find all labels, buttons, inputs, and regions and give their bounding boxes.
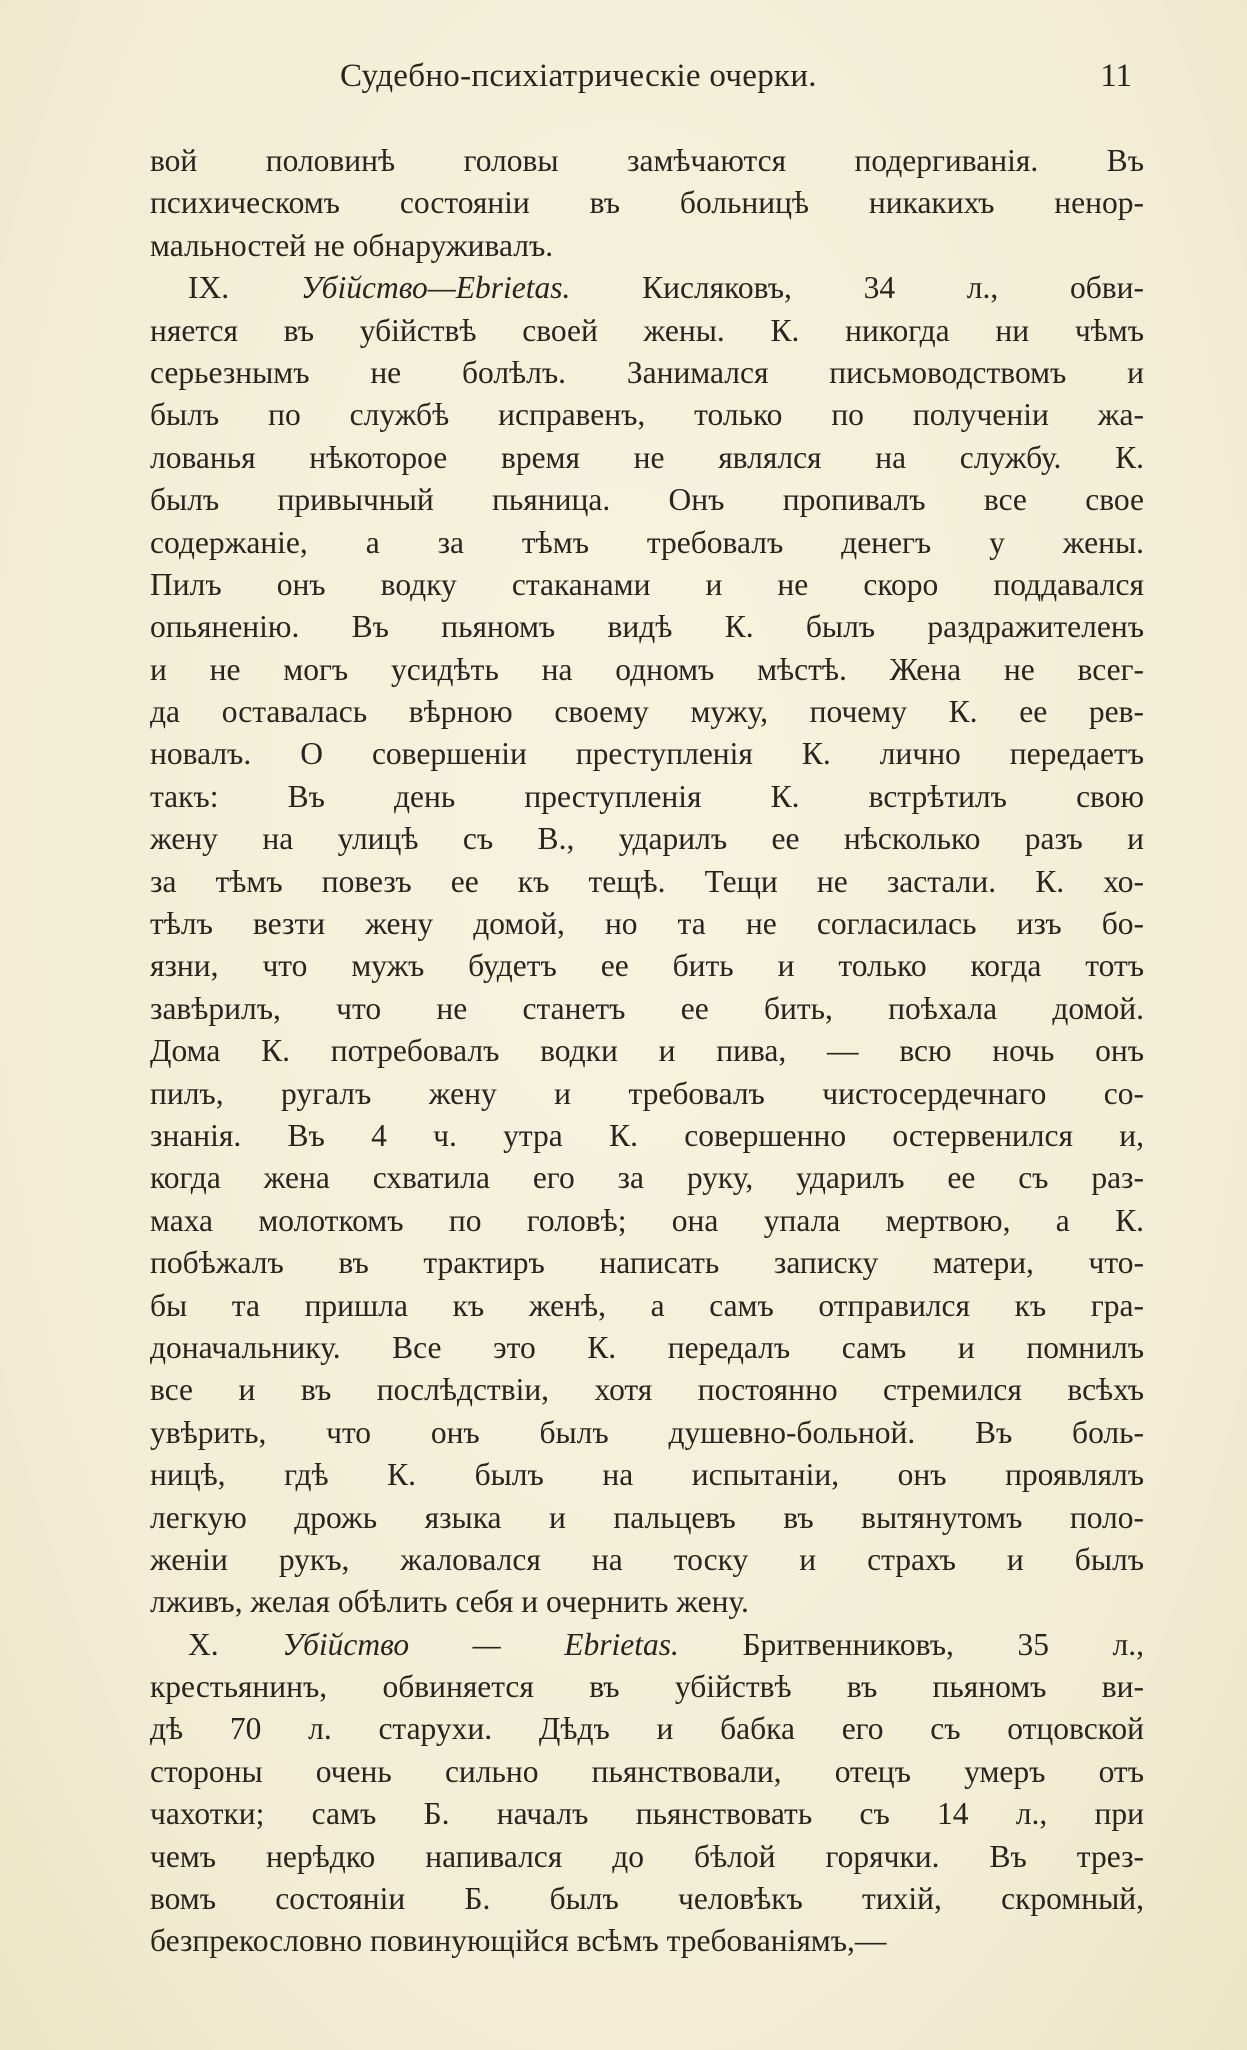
text-line: новалъ. О совершеніи преступленія К. лично передаетъ: [150, 736, 1144, 772]
text-line: пилъ, ругалъ жену и требовалъ чистосердечнаго со-: [150, 1075, 1144, 1111]
text-line: женіи рукъ, жаловался на тоску и страхъ и былъ: [150, 1541, 1144, 1577]
section-heading-ix: [150, 267, 1144, 309]
text-line: легкую дрожь языка и пальцевъ въ вытянутомъ поло-: [150, 1499, 1144, 1535]
text-line: психическомъ состояніи въ больницѣ никакихъ ненор-: [150, 185, 1144, 221]
text-line: былъ по службѣ исправенъ, только по полученіи жа-: [150, 397, 1144, 433]
text-line: опьяненію. Въ пьяномъ видѣ К. былъ раздражителенъ: [150, 609, 1144, 645]
text-line: вой половинѣ головы замѣчаются подергиванія. Въ: [150, 143, 1144, 178]
running-title: Судебно-психіатрическіе очерки.: [340, 58, 817, 94]
body-text: [150, 140, 1144, 1963]
section-rest: Кисляковъ, 34 л., обви-: [570, 270, 1144, 306]
text-line: стороны очень сильно пьянствовали, отецъ умеръ отъ: [150, 1753, 1144, 1789]
text-line: крестьянинъ, обвиняется въ убійствѣ въ пьяномъ ви-: [150, 1669, 1144, 1705]
text-line: за тѣмъ повезъ ее къ тещѣ. Тещи не застали. К. хо-: [150, 863, 1144, 899]
text-line: мальностей не обнаруживалъ.: [150, 227, 554, 263]
text-line: жену на улицѣ съ В., ударилъ ее нѣсколько разъ и: [150, 821, 1144, 857]
section-rest: Бритвенниковъ, 35 л.,: [678, 1626, 1144, 1662]
text-line: язни, что мужъ будетъ ее бить и только когда тотъ: [150, 948, 1144, 984]
text-line: чемъ нерѣдко напивался до бѣлой горячки. Въ трез-: [150, 1838, 1144, 1874]
text-line: знанія. Въ 4 ч. утра К. совершенно остервенился и,: [150, 1117, 1144, 1153]
text-line: и не могъ усидѣть на одномъ мѣстѣ. Жена не всег-: [150, 651, 1144, 687]
text-line: бы та пришла къ женѣ, а самъ отправился къ гра-: [150, 1287, 1144, 1323]
page-number: 11: [1100, 58, 1132, 94]
text-line: Дома К. потребовалъ водки и пива, — всю ночь онъ: [150, 1033, 1144, 1069]
text-line: увѣрить, что онъ былъ душевно-больной. Въ боль-: [150, 1414, 1144, 1450]
text-line: няется въ убійствѣ своей жены. К. никогда ни чѣмъ: [150, 312, 1144, 348]
text-line: лживъ, желая обѣлить себя и очернить жену.: [150, 1584, 749, 1620]
text-line: доначальнику. Все это К. передалъ самъ и помнилъ: [150, 1329, 1144, 1365]
text-line: тѣлъ везти жену домой, но та не согласилась изъ бо-: [150, 906, 1144, 942]
text-line: серьезнымъ не болѣлъ. Занимался письмоводствомъ и: [150, 354, 1144, 390]
text-line: чахотки; самъ Б. началъ пьянствовать съ 14 л., при: [150, 1796, 1144, 1832]
text-line: да оставалась вѣрною своему мужу, почему К. ее рев-: [150, 694, 1144, 730]
section-numeral: X.: [188, 1626, 219, 1662]
text-line: дѣ 70 л. старухи. Дѣдъ и бабка его съ отцовской: [150, 1711, 1144, 1747]
section-numeral: IX.: [188, 270, 230, 306]
text-line: маха молоткомъ по головѣ; она упала мертвою, а К.: [150, 1202, 1144, 1238]
section-title: Убійство—Ebrietas.: [300, 270, 571, 306]
text-line: такъ: Въ день преступленія К. встрѣтилъ свою: [150, 778, 1144, 814]
text-line: былъ привычный пьяница. Онъ пропивалъ все свое: [150, 482, 1144, 518]
text-line: побѣжалъ въ трактиръ написать записку матери, что-: [150, 1245, 1144, 1281]
text-line: завѣрилъ, что не станетъ ее бить, поѣхала домой.: [150, 990, 1144, 1026]
text-line: все и въ послѣдствіи, хотя постоянно стремился всѣхъ: [150, 1372, 1144, 1408]
text-line: Пилъ онъ водку стаканами и не скоро поддавался: [150, 566, 1144, 602]
page-header: [150, 58, 1140, 108]
text-line: когда жена схватила его за руку, ударилъ ее съ раз-: [150, 1160, 1144, 1196]
text-line: лованья нѣкоторое время не являлся на службу. К.: [150, 439, 1144, 475]
text-line: вомъ состояніи Б. былъ человѣкъ тихій, скромный,: [150, 1881, 1144, 1917]
text-line: ницѣ, гдѣ К. былъ на испытаніи, онъ проявлялъ: [150, 1457, 1144, 1493]
text-line: содержаніе, а за тѣмъ требовалъ денегъ у жены.: [150, 524, 1144, 560]
section-heading-x: [150, 1624, 1144, 1666]
text-line: безпрекословно повинующійся всѣмъ требованіямъ,—: [150, 1923, 887, 1959]
section-title: Убійство — Ebrietas.: [282, 1626, 679, 1662]
